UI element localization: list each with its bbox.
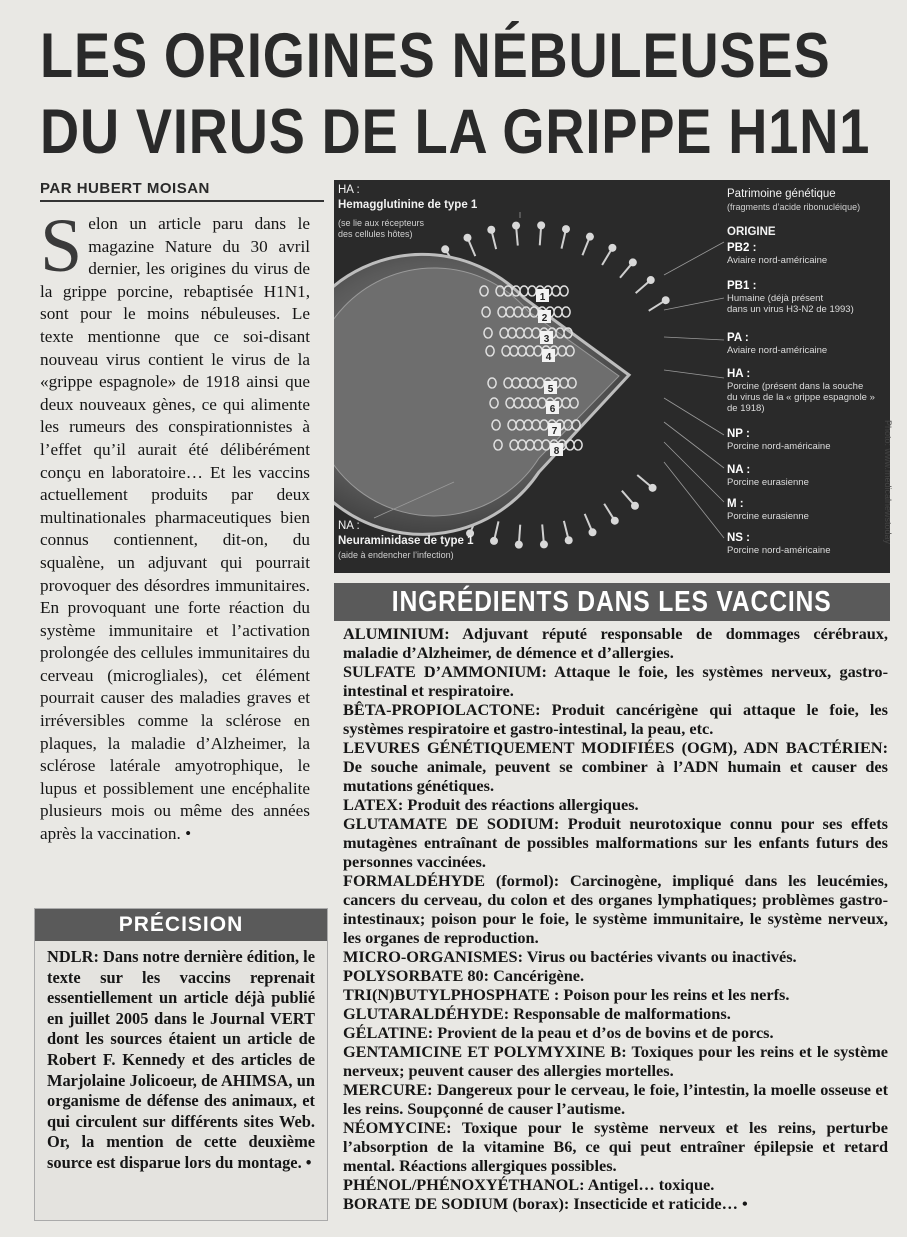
- ha-note-2: des cellules hôtes): [338, 229, 413, 239]
- precision-title: PRÉCISION: [35, 909, 327, 941]
- ingredient-name: FORMALDÉHYDE (formol):: [343, 871, 560, 890]
- gene-name: HA :: [727, 368, 751, 380]
- ingredient-description: Adjuvant réputé responsable de dommages cérébraux, maladie d’Alzheimer, de démence et d’allergies.: [343, 624, 888, 662]
- patrimoine-title: Patrimoine génétique: [727, 188, 836, 200]
- gene-origin-text: dans un virus H3-N2 de 1993): [727, 304, 854, 315]
- drop-cap: S: [40, 204, 83, 288]
- ingredient-name: NÉOMYCINE:: [343, 1118, 452, 1137]
- spike-head: [586, 233, 594, 241]
- ingredient-description: Produit cancérigène qui attaque le foie, les systèmes respiratoire et gastro-intestinal, la peau, etc.: [343, 700, 888, 738]
- ingredient-item: [343, 966, 888, 985]
- spike-head: [611, 517, 619, 525]
- gene-name: M :: [727, 498, 744, 510]
- spike-head: [608, 244, 616, 252]
- ingredient-description: Toxiques pour les reins et le système nerveux; peuvent causer des allergies mortelles.: [343, 1042, 888, 1080]
- gene-origin-text: de 1918): [727, 403, 765, 414]
- segment-number: 4: [545, 352, 552, 363]
- ingredient-name: POLYSORBATE 80:: [343, 966, 490, 985]
- spike-head: [463, 234, 471, 242]
- gene-origin-item: [727, 242, 827, 266]
- segment-number: 5: [547, 384, 554, 395]
- gene-origin-text: du virus de la « grippe espagnole »: [727, 392, 875, 403]
- gene-origin-text: Humaine (déjà présent: [727, 293, 824, 304]
- ingredient-item: [343, 947, 888, 966]
- spike-head: [537, 221, 545, 229]
- gene-origin-item: [727, 368, 875, 414]
- ingredient-description: Produit des réactions allergiques.: [403, 795, 639, 814]
- gene-origin-text: Aviaire nord-américaine: [727, 255, 828, 266]
- ingredient-name: BORATE DE SODIUM (borax):: [343, 1194, 570, 1213]
- ingredient-item: [343, 700, 888, 738]
- ingredient-description: Cancérigène.: [489, 966, 585, 985]
- segment-number: 6: [549, 404, 556, 415]
- segment-number: 1: [539, 292, 546, 303]
- segment-number: 3: [543, 334, 550, 345]
- ingredient-description: Antigel… toxique.: [584, 1175, 715, 1194]
- ingredient-name: GLUTARALDÉHYDE:: [343, 1004, 510, 1023]
- ingredient-item: [343, 1194, 888, 1213]
- gene-origin-item: [727, 498, 809, 522]
- article-text: elon un article paru dans le magazine Nature du 30 avril dernier, les origines du virus de la grippe porcine, rebaptisée H1N1, sont pour le moins nébuleuses. Le texte mentionne que ce soi-disant nouveau virus contient le virus de la «grippe espagnole» de 1918 ainsi que deux nouveaux gènes, ce qui alimente les rumeurs des conspirationnistes à l’effet qu’il aurait été délibérément conçu en laboratoire… Et les vaccins actuellement produits par deux multinationales pharmaceutiques bien connus contiennent, dit-on, du squalène, un adjuvant qui pourrait provoquer des désordres immunitaires. En provoquant une forte réaction du système immunitaire et l’activation prolongée des cellules immunitaires du cerveau (microgliales), cet élément pourrait causer des maladies graves et irréversibles comme la sclérose en plaques, la maladie d’Alzheimer, la sclérose latérale amyotrophique, le lupus et possiblement une encéphalite plusieurs mois ou même des années après la vaccination. •: [40, 214, 310, 844]
- spike-head: [490, 537, 498, 545]
- ingredient-name: BÊTA-PROPIOLACTONE:: [343, 700, 541, 719]
- virus-inner: [334, 268, 619, 516]
- spike-head: [441, 245, 449, 253]
- ingredient-item: [343, 871, 888, 947]
- precision-text: NDLR: Dans notre dernière édition, le texte sur les vaccins reprenait essentiellement un article déjà publié en juillet 2005 dans le Journal VERT dont les sources étaient un article de Robert F. Kennedy et des articles de Marjolaine Jolicoeur, de AHIMSA, un organisme de défense des animaux, et qui circulent sur différents sites Web. Or, la mention de cette deuxième source est disparue lors du montage. •: [47, 947, 315, 1172]
- gene-origin-item: [727, 280, 854, 315]
- ingredient-description: Virus ou bactéries vivants ou inactivés.: [523, 947, 797, 966]
- ingredient-description: Responsable de malformations.: [509, 1004, 731, 1023]
- headline-line-2: DU VIRUS DE LA GRIPPE H1N1: [40, 97, 871, 167]
- origine-heading: ORIGINE: [727, 226, 776, 238]
- gene-name: NA :: [727, 464, 751, 476]
- byline: PAR HUBERT MOISAN: [40, 180, 210, 197]
- headline: [40, 18, 871, 170]
- ingredient-description: Poison pour les reins et les nerfs.: [559, 985, 790, 1004]
- spike-head: [629, 258, 637, 266]
- ingredient-item: [343, 1118, 888, 1175]
- ingredient-description: Carcinogène, impliqué dans les leucémies, cancers du cerveau, du colon et des organes lymphatiques; problèmes gastro-intestinaux; poison pour le foie, le système immunitaire, le système nerveux, les organes de reproduction.: [343, 871, 888, 947]
- ingredient-item: [343, 624, 888, 662]
- virus-diagram: [334, 180, 890, 573]
- ingredient-name: GENTAMICINE ET POLYMYXINE B:: [343, 1042, 627, 1061]
- ingredient-item: [343, 814, 888, 871]
- ingredient-name: MERCURE:: [343, 1080, 433, 1099]
- gene-origin-text: Aviaire nord-américaine: [727, 345, 828, 356]
- spike-head: [562, 225, 570, 233]
- ingredient-description: Insecticide et raticide… •: [569, 1194, 748, 1213]
- spike-head: [512, 222, 520, 230]
- segment-number: 8: [553, 446, 560, 457]
- ingredient-name: GÉLATINE:: [343, 1023, 434, 1042]
- ingredient-item: [343, 662, 888, 700]
- gene-origin-text: Porcine eurasienne: [727, 477, 809, 488]
- ingredient-name: TRI(N)BUTYLPHOSPHATE :: [343, 985, 560, 1004]
- na-note: (aide à endencher l’infection): [338, 550, 454, 560]
- ingredient-item: [343, 738, 888, 795]
- photo-credit: Photo: www.medicalnewstoday: [883, 420, 893, 545]
- article-body: [40, 204, 310, 846]
- gene-name: PB1 :: [727, 280, 757, 292]
- ha-label: HA :: [338, 184, 360, 196]
- spike-head: [647, 276, 655, 284]
- byline-divider: [40, 200, 324, 202]
- ingredient-name: PHÉNOL/PHÉNOXYÉTHANOL:: [343, 1175, 585, 1194]
- ingredient-item: [343, 985, 888, 1004]
- ingredient-description: De souche animale, peuvent se combiner à l’ADN humain et causer des mutations génétiques.: [343, 757, 888, 795]
- gene-name: PB2 :: [727, 242, 757, 254]
- gene-origin-item: [727, 332, 827, 356]
- gene-origin-item: [727, 428, 831, 452]
- ha-note-1: (se lie aux récepteurs: [338, 218, 425, 228]
- headline-line-1: LES ORIGINES NÉBULEUSES: [40, 21, 831, 91]
- ingredient-item: [343, 1004, 888, 1023]
- ingredient-item: [343, 1023, 888, 1042]
- na-title: Neuraminidase de type 1: [338, 535, 474, 547]
- spike-head: [487, 226, 495, 234]
- ingredient-name: SULFATE D’AMMONIUM:: [343, 662, 547, 681]
- spike-head: [540, 540, 548, 548]
- gene-origin-text: Porcine (présent dans la souche: [727, 381, 864, 392]
- ingredient-item: [343, 1080, 888, 1118]
- segment-number: 7: [551, 426, 558, 437]
- ingredient-item: [343, 795, 888, 814]
- ingredient-name: ALUMINIUM:: [343, 624, 450, 643]
- precision-box: [34, 908, 328, 1221]
- spike-head: [515, 541, 523, 549]
- ingredient-description: Attaque le foie, les systèmes nerveux, gastro-intestinal et respiratoire.: [343, 662, 888, 700]
- gene-origin-text: Porcine nord-américaine: [727, 441, 831, 452]
- ingredient-name: LATEX:: [343, 795, 404, 814]
- ingredients-title: [334, 583, 890, 621]
- gene-name: NS :: [727, 532, 750, 544]
- ingredient-item: [343, 1042, 888, 1080]
- spike-head: [649, 484, 657, 492]
- gene-origin-item: [727, 532, 831, 556]
- ha-title: Hemagglutinine de type 1: [338, 199, 478, 211]
- ingredient-item: [343, 1175, 888, 1194]
- gene-origin-text: Porcine eurasienne: [727, 511, 809, 522]
- ingredient-description: Produit neurotoxique connu pour ses effets mutagènes entraînant de possibles malformations sur les enfants futurs des personnes vaccinées.: [343, 814, 888, 871]
- spike-head: [565, 536, 573, 544]
- segment-number: 2: [541, 313, 548, 324]
- ingredient-description: Dangereux pour le cerveau, le foie, l’intestin, la moelle osseuse et les reins. Soupçonné de causer l’autisme.: [343, 1080, 888, 1118]
- gene-origin-text: Porcine nord-américaine: [727, 545, 831, 556]
- gene-name: PA :: [727, 332, 749, 344]
- patrimoine-note: (fragments d’acide ribonucléique): [727, 202, 861, 212]
- spike-head: [631, 502, 639, 510]
- gene-origin-item: [727, 464, 809, 488]
- gene-name: NP :: [727, 428, 750, 440]
- ingredient-name: GLUTAMATE DE SODIUM:: [343, 814, 560, 833]
- ingredient-description: Provient de la peau et d’os de bovins et de porcs.: [433, 1023, 774, 1042]
- ingredients-title-text: INGRÉDIENTS DANS LES VACCINS: [392, 586, 832, 618]
- spike-head: [589, 528, 597, 536]
- ingredient-name: MICRO-ORGANISMES:: [343, 947, 524, 966]
- ingredient-name: LEVURES GÉNÉTIQUEMENT MODIFIÉES (OGM), ADN BACTÉRIEN:: [343, 738, 888, 757]
- na-label: NA :: [338, 520, 360, 532]
- ingredients-list: [343, 624, 888, 1213]
- spike-head: [662, 296, 670, 304]
- ingredient-description: Toxique pour le système nerveux et les reins, perturbe l’absorption de la vitamine B6, ce qui peut entraîner épilepsie et retard mental. Réactions allergiques possibles.: [343, 1118, 888, 1175]
